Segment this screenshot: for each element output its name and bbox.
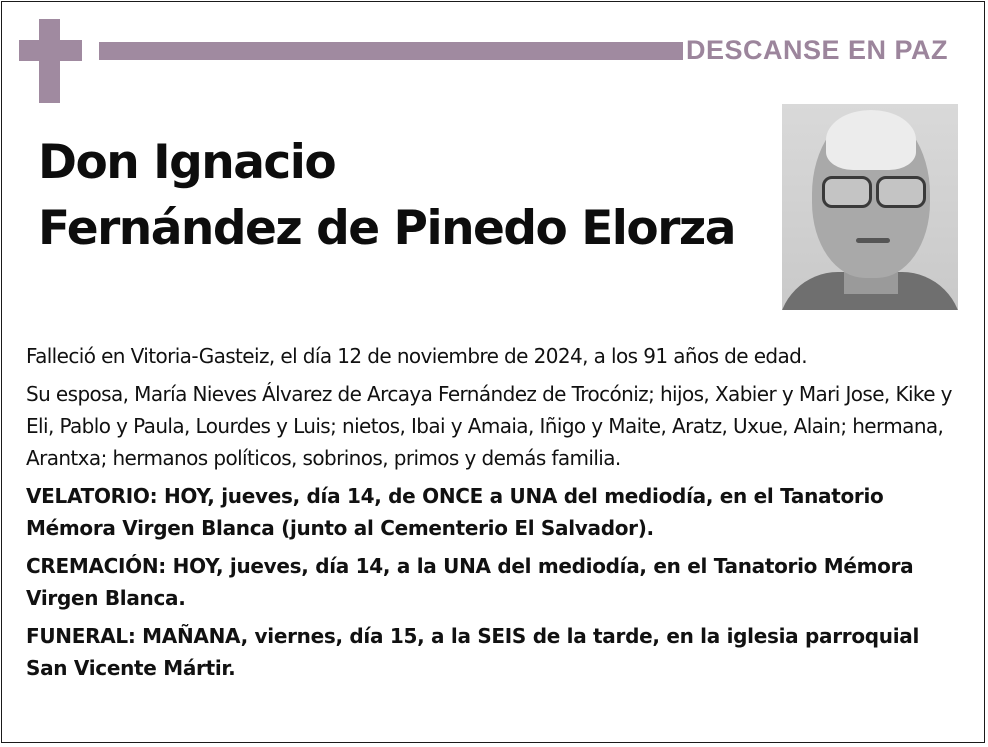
portrait-mouth [856,238,890,243]
notice-body [26,340,966,690]
velatorio-info: VELATORIO: HOY, jueves, día 14, de ONCE a UNA del mediodía, en el Tanatorio Mémora Virgen Blanca (junto al Cementerio El Salvador). [26,484,884,540]
deceased-portrait-photo [782,104,958,310]
deceased-name-line-2: Fernández de Pinedo Elorza [38,201,735,256]
obituary-notice [1,1,985,743]
cross-horizontal-bar [19,40,82,61]
death-announcement: Falleció en Vitoria-Gasteiz, el día 12 de noviembre de 2024, a los 91 años de edad. [26,344,808,368]
family-list: Su esposa, María Nieves Álvarez de Arcaya Fernández de Trocóniz; hijos, Xabier y Mari Jose, Kike y Eli, Pablo y Paula, Lourdes y Luis; nietos, Ibai y Amaia, Iñigo y Maite, Aratz, Uxue, Alain; hermana, Arantxa; hermanos políticos, sobrinos, primos y demás familia. [26,382,952,470]
funeral-info: FUNERAL: MAÑANA, viernes, día 15, a la SEIS de la tarde, en la iglesia parroquial San Vicente Mártir. [26,624,920,680]
deceased-name-line-1: Don Ignacio [38,135,336,190]
portrait-glasses-right-lens [876,176,926,208]
cross-vertical-bar [39,19,60,103]
header-divider-bar [99,42,683,60]
deceased-name [38,130,778,262]
header-title: DESCANSE EN PAZ [685,35,948,65]
cremacion-info: CREMACIÓN: HOY, jueves, día 14, a la UNA del mediodía, en el Tanatorio Mémora Virgen Blanca. [26,554,914,610]
portrait-glasses-left-lens [822,176,872,208]
portrait-forehead [826,110,916,170]
